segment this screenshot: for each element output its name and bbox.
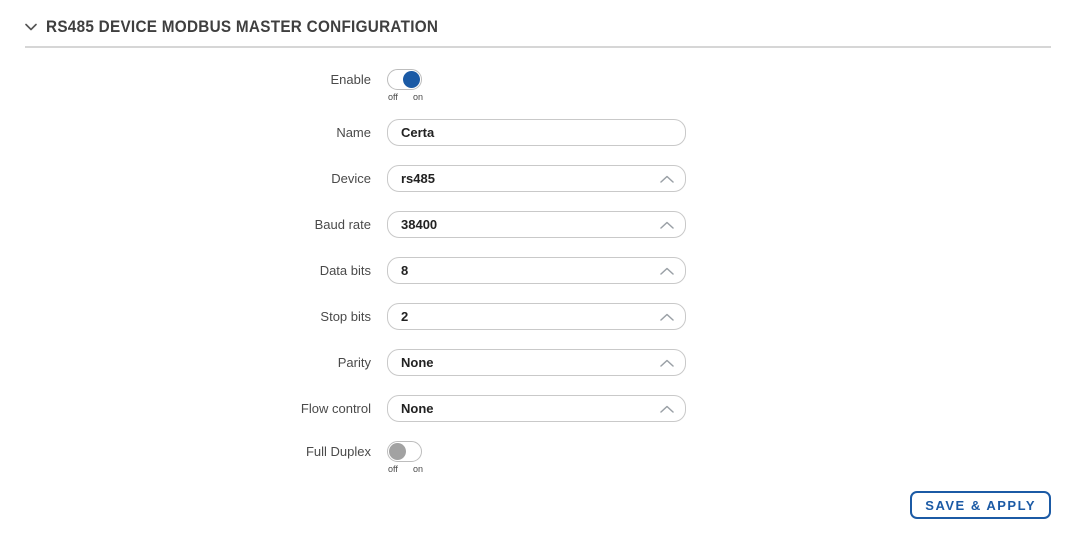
full-duplex-toggle-wrap — [387, 441, 424, 474]
data-bits-select[interactable] — [387, 257, 686, 284]
chevron-up-icon — [660, 359, 674, 367]
toggle-state-labels — [387, 464, 424, 474]
select-value: None — [401, 401, 434, 416]
save-apply-button[interactable]: SAVE & APPLY — [910, 491, 1051, 519]
chevron-up-icon — [660, 267, 674, 275]
device-select[interactable] — [387, 165, 686, 192]
form-row-baud-rate — [25, 211, 1051, 238]
chevron-up-icon — [660, 175, 674, 183]
name-input[interactable] — [387, 119, 686, 146]
chevron-down-icon[interactable] — [25, 23, 37, 31]
stop-bits-select[interactable] — [387, 303, 686, 330]
section-title: RS485 DEVICE MODBUS MASTER CONFIGURATION — [46, 17, 439, 36]
form-row-stop-bits — [25, 303, 1051, 330]
flow-control-select[interactable] — [387, 395, 686, 422]
select-value: rs485 — [401, 171, 435, 186]
form-row-device — [25, 165, 1051, 192]
select-value: 2 — [401, 309, 409, 324]
form-row-parity — [25, 349, 1051, 376]
toggle-on-label: on — [412, 92, 423, 102]
toggle-knob — [389, 443, 406, 460]
field-label: Data bits — [319, 263, 371, 278]
chevron-up-icon — [660, 221, 674, 229]
field-label: Full Duplex — [305, 444, 371, 459]
baud-rate-select[interactable] — [387, 211, 686, 238]
toggle-off-label: off — [388, 92, 398, 102]
enable-toggle[interactable] — [387, 69, 422, 90]
form-row-name — [25, 119, 1051, 146]
chevron-up-icon — [660, 405, 674, 413]
form-footer — [25, 491, 1051, 519]
field-label: Name — [336, 125, 371, 140]
modbus-master-form — [25, 48, 1051, 474]
field-label: Flow control — [300, 401, 371, 416]
field-label: Stop bits — [320, 309, 371, 324]
toggle-on-label: on — [412, 464, 423, 474]
form-row-flow-control — [25, 395, 1051, 422]
field-label: Baud rate — [314, 217, 371, 232]
select-value: 8 — [401, 263, 409, 278]
field-label: Device — [331, 171, 371, 186]
section-header — [25, 0, 1051, 48]
toggle-off-label: off — [388, 464, 398, 474]
form-row-full-duplex — [25, 441, 1051, 474]
field-label: Parity — [337, 355, 371, 370]
toggle-knob — [403, 71, 420, 88]
field-label: Enable — [330, 72, 371, 87]
enable-toggle-wrap — [387, 69, 424, 102]
config-panel — [25, 0, 1051, 519]
toggle-state-labels — [387, 92, 424, 102]
select-value: 38400 — [401, 217, 438, 232]
full-duplex-toggle[interactable] — [387, 441, 422, 462]
parity-select[interactable] — [387, 349, 686, 376]
form-row-enable — [25, 69, 1051, 102]
form-row-data-bits — [25, 257, 1051, 284]
select-value: None — [401, 355, 434, 370]
chevron-up-icon — [660, 313, 674, 321]
